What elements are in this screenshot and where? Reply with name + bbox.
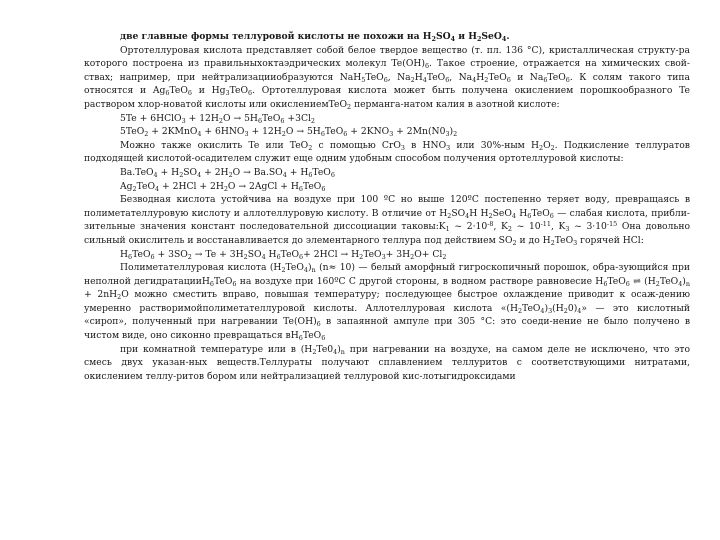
document-body [84,30,690,383]
paragraph: при комнатной температуре или в $(H_2Te0_4)_n$ при нагревании на воздухе, на самом деле не исключено, что это смесь двух указан-ных веществ.Теллураты получают сплавлением теллуритов с соответствующими нитратами, окислением теллу-ритов бором или нейтрализацией теллуровой кис-лотыгидроксидами [84,343,691,382]
equation-line: $H_6TeO_6 + 3SO_2 \to Te + 3H_2SO_4$ $H_6TeO_6+ 2HCl \to H_2TeO_3+ 3H_2O+ Cl_2$ [120,248,447,261]
document-heading: две главные формы теллуровой кислоты не похожи на $H_2SO_4$ и $H_2SeO_4$. [120,31,510,43]
equation-line: $Ba.TeO_4 + H_2SO_4 + 2H_2O \to Ba.SO_4 + H_6TeO_6$ [120,166,335,179]
paragraph: Безводная кислота устойчива на воздухе при 100 ºС но выше 120ºС постепенно теряет воду, превращаясь в полиметателлуровую кислоту и аллотеллуровую кислоту. В отличие от $H_2SO_4H$ $H_2SeO_4$ $H_6TeO_6$ — слабая кислота, прибли-зительные значения констант последовательной диссоциации $таковы:K_1$ ~ $2\cdot 10^{-8}$, $K_2$ ~ $10^{-11}$, $K_3$ ~ $3\cdot 10^{-15}$ Она довольно сильный окислитель и восстанавливается до элементарного теллура под действием $SO_2$ и до $H_2TeO_3$ горячей HCl: [84,194,691,247]
equation-line: $Ag_2TeO_4 + 2HCl + 2H_2O$ → 2AgCl + $H_6TeO_6$ [120,180,326,193]
paragraph: Ортотеллуровая кислота представляет собой белое твердое вещество (т. пл. 136 °С), кристаллическая структу-ра которого построена из правильныхоктаэдрических молекул $Te(OH)_6$. Такое строение, отражается на химических свой-ствах; например, при нейтрализацииобразуются NaH$_5$TeO$_6$, $Na_2H_4TeO_6$, $Na_4H_2TeO_6$ и $Na_6TeO_6$. К солям такого типа относятся и $Ag_6TeO_6$ и $Hg_3TeO_6$. Ортотеллуровая кислота может быть получена окислением порошкообразного Te раствором хлор-новатой кислоты или окислениемTeO$_2$ перманга-натом калия в азотной кислоте: [84,44,691,111]
equation-line: 5Te + 6HClO$_3$ + $12H_2O \to 5H_6TeO_6 +3Cl_2$ [120,112,315,125]
equation-line: 5TeO$_2$ + 2KMnO$_4$ + $6HNO_3 + 12H_2O \to 5H_6TeO_6 + 2KNO_3 + 2Mn(N0_3)_2$ [120,126,458,139]
paragraph: Можно также окислить Te или TeO$_2$ с помощью CrO$_3$ в $HNO_3$ или 30%-ным $H_2O_2$. Подкисление теллуратов подходящей кислотой-осадителем служит еще одним удобным способом получения ортотеллуровой кислоты: [84,139,690,165]
paragraph: Полиметателлуровая кислота $(H_2TeO_4)_n$ (n≈ 10) — белый аморфный гигроскопичный порошок, обра-зующийся при неполной дегидратацииH$_6$TeO$_6$ на воздухе при 160ºС С другой стороны, в водном растворе равновесие $H_6TeO_6$ ⇌ $(H_2TeO_4)_n + 2nH_2O$ можно сместить вправо, повышая температуру; последующее быстрое охлаждение приводит к осаж-дению умеренно растворимойполиметателлуровой кислоты. Аллотеллуровая кислота «$(H_2TeO_4)_3(H_20)_4$» — это кислотный «сироп», полученный при нагревании $Te(OH)_6$ в запаянной ампуле при 305 °С: это соеди-нение не было получено в чистом виде, оно сиконно превращаться $вH_6TeO_6$ [84,262,691,343]
